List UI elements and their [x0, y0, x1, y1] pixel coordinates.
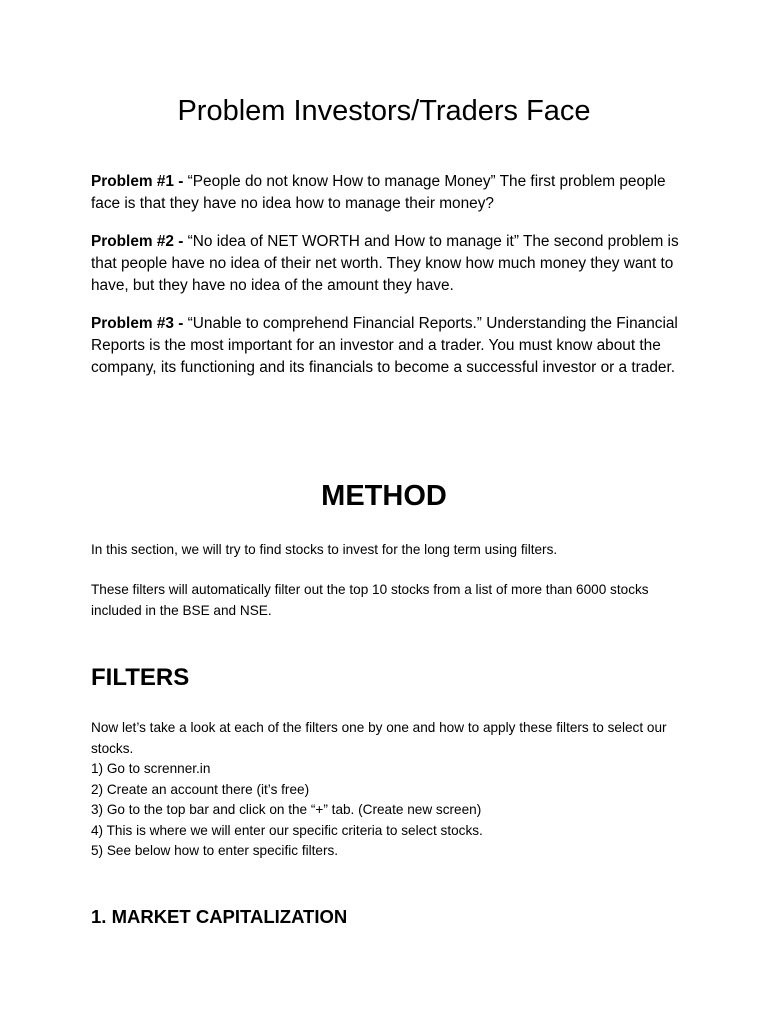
method-paragraph-1: In this section, we will try to find stocks to invest for the long term using filters. — [91, 542, 558, 557]
method-heading: METHOD — [321, 480, 447, 512]
page-title: Problem Investors/Traders Face — [177, 95, 591, 127]
market-capitalization-heading: 1. MARKET CAPITALIZATION — [91, 906, 348, 927]
problem-3-label: Problem #3 - — [91, 315, 184, 332]
problem-2-paragraph — [91, 231, 691, 297]
problem-3-paragraph — [91, 313, 691, 379]
filters-intro: Now let’s take a look at each of the filters one by one and how to apply these filters to select our stocks. — [91, 720, 667, 756]
problem-1-text: “People do not know How to manage Money” The first problem people face is that they have no idea how to manage their money? — [91, 173, 666, 212]
filter-step-2: 2) Create an account there (it’s free) — [91, 781, 310, 797]
problem-2-text: “No idea of NET WORTH and How to manage it” The second problem is that people have no idea of their net worth. They know how much money they want to have, but they have no idea of the amount they have. — [91, 233, 679, 294]
filter-step-3: 3) Go to the top bar and click on the “+” tab. (Create new screen) — [91, 802, 482, 817]
filters-heading: FILTERS — [91, 664, 190, 691]
problem-3-text: “Unable to comprehend Financial Reports.” Understanding the Financial Reports is the most important for an investor and a trader. You must know about the company, its functioning and its financials to become a successful investor or a trader. — [91, 315, 678, 376]
problem-1-paragraph — [91, 171, 691, 215]
problem-2-label: Problem #2 - — [91, 233, 184, 250]
filter-step-1: 1) Go to screnner.in — [91, 761, 211, 776]
filter-step-5: 5) See below how to enter specific filters. — [91, 843, 339, 858]
method-paragraph-2: These filters will automatically filter out the top 10 stocks from a list of more than 6000 stocks included in the BSE and NSE. — [91, 582, 649, 618]
filter-step-4: 4) This is where we will enter our specific criteria to select stocks. — [91, 822, 483, 838]
problem-1-label: Problem #1 - — [91, 173, 184, 190]
